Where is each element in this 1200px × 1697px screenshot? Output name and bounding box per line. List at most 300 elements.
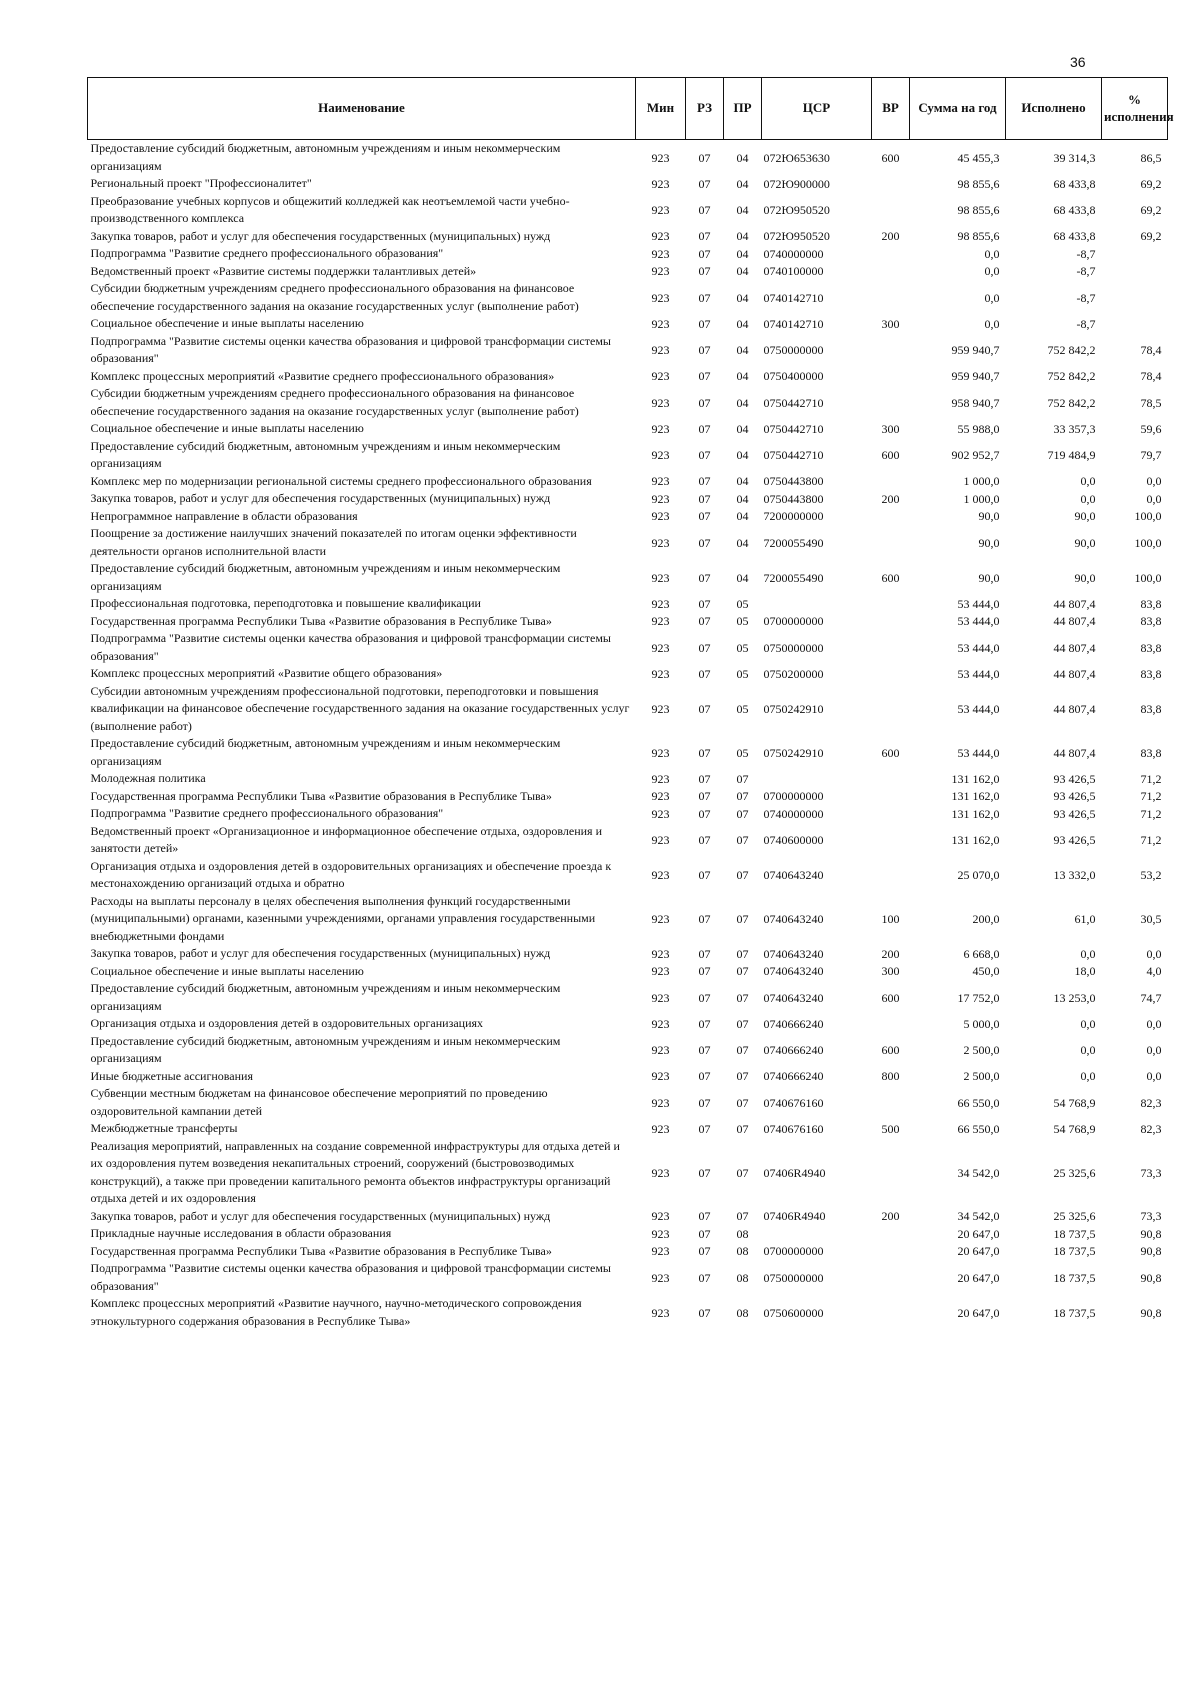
cell-rz: 07: [698, 203, 711, 217]
table-row: [88, 1033, 1168, 1068]
cell-vr: [872, 1225, 910, 1243]
cell-name: Закупка товаров, работ и услуг для обеспечения государственных (муниципальных) нужд: [90, 946, 551, 960]
cell-pr: 04: [736, 491, 749, 506]
cell-done: 0,0: [1080, 491, 1096, 506]
table-row: [88, 473, 1168, 491]
cell-sum: 20 647,0: [957, 1270, 1000, 1285]
cell-csr: [762, 1225, 872, 1243]
cell-done: 752 842,2: [1047, 369, 1096, 384]
cell-done: 44 807,4: [1053, 640, 1096, 655]
cell-pct: 100,0: [1134, 535, 1162, 550]
cell-pct: 0,0: [1146, 1069, 1162, 1084]
cell-done: 44 807,4: [1053, 745, 1096, 760]
cell-done: 25 325,6: [1053, 1165, 1096, 1180]
cell-csr: 0740643240: [763, 964, 824, 979]
cell-pr: 04: [736, 509, 749, 524]
cell-name: Межбюджетные трансферты: [90, 1121, 238, 1135]
cell-done: -8,7: [1076, 246, 1096, 261]
cell-min: 923: [651, 535, 670, 550]
cell-name: Региональный проект "Профессионалитет": [90, 176, 312, 190]
table-row: [88, 525, 1168, 560]
cell-vr: [872, 1260, 910, 1295]
cell-sum: 90,0: [978, 509, 1000, 524]
cell-pr: 08: [736, 1305, 749, 1320]
cell-name: Ведомственный проект «Развитие системы поддержки талантливых детей»: [90, 263, 477, 278]
cell-vr: 800: [881, 1069, 900, 1084]
cell-rz: 07: [698, 911, 711, 926]
cell-rz: 07: [698, 246, 711, 261]
cell-sum: 90,0: [978, 570, 1000, 585]
cell-name: Поощрение за достижение наилучших значений показателей по итогам оценки эффективности деятельности органов исполнительной власти: [90, 526, 577, 558]
cell-pct: 90,8: [1140, 1244, 1162, 1259]
page-number: 36: [1070, 54, 1086, 70]
cell-csr: 0750200000: [763, 666, 824, 681]
cell-done: 54 768,9: [1053, 1121, 1096, 1136]
cell-pct: 82,3: [1140, 1095, 1162, 1110]
cell-pct: 78,5: [1140, 395, 1162, 410]
cell-min: 923: [651, 246, 670, 261]
cell-pct: 0,0: [1146, 474, 1162, 489]
cell-name: Преобразование учебных корпусов и общежитий колледжей как неотъемлемой части учебно-производственного комплекса: [90, 193, 570, 225]
cell-done: 90,0: [1074, 535, 1096, 550]
cell-done: 25 325,6: [1053, 1209, 1096, 1224]
cell-name: Предоставление субсидий бюджетным, автономным учреждениям и иным некоммерческим организациям: [90, 561, 561, 593]
cell-done: 68 433,8: [1053, 203, 1096, 217]
cell-sum: 0,0: [984, 264, 1000, 279]
cell-csr: 0740643240: [763, 868, 824, 882]
cell-done: 93 426,5: [1053, 771, 1096, 786]
cell-csr: 7200055490: [763, 570, 824, 585]
cell-pr: 04: [736, 229, 749, 244]
cell-sum: 958 940,7: [951, 395, 1000, 410]
cell-sum: 131 162,0: [951, 806, 1000, 821]
cell-vr: 200: [881, 229, 900, 244]
cell-pr: 04: [736, 369, 749, 384]
cell-pr: 04: [736, 290, 749, 305]
cell-min: 923: [651, 964, 670, 979]
table-row: [88, 1120, 1168, 1138]
cell-min: 923: [651, 229, 670, 244]
cell-csr: 0740676160: [763, 1095, 824, 1110]
cell-pr: 07: [736, 964, 749, 979]
cell-min: 923: [651, 806, 670, 821]
cell-rz: 07: [698, 316, 711, 331]
cell-csr: 0740600000: [763, 833, 824, 847]
cell-pr: 07: [736, 1121, 749, 1136]
cell-sum: 1 000,0: [963, 491, 1000, 506]
cell-sum: 131 162,0: [951, 771, 1000, 786]
cell-rz: 07: [698, 1244, 711, 1259]
cell-csr: 7200055490: [763, 535, 824, 550]
cell-sum: 450,0: [972, 964, 1000, 979]
table-row: [88, 770, 1168, 788]
table-row: [88, 945, 1168, 963]
cell-csr: 0750442710: [763, 421, 824, 436]
column-header-csr: ЦСР: [762, 78, 872, 140]
cell-done: 44 807,4: [1053, 666, 1096, 681]
cell-pr: 08: [736, 1270, 749, 1285]
cell-rz: 07: [698, 666, 711, 681]
cell-vr: [872, 525, 910, 560]
cell-name: Государственная программа Республики Тыва «Развитие образования в Республике Тыва»: [90, 788, 552, 803]
cell-rz: 07: [698, 570, 711, 585]
cell-sum: 131 162,0: [951, 789, 1000, 804]
cell-vr: 600: [881, 745, 900, 760]
cell-min: 923: [651, 911, 670, 926]
table-row: [88, 385, 1168, 420]
cell-pct: 4,0: [1146, 964, 1162, 979]
cell-done: 33 357,3: [1053, 421, 1096, 436]
cell-pct: 100,0: [1134, 509, 1162, 524]
cell-done: 93 426,5: [1053, 806, 1096, 821]
cell-sum: 53 444,0: [957, 640, 1000, 655]
cell-rz: 07: [698, 1209, 711, 1224]
cell-pr: 07: [736, 946, 749, 961]
cell-name: Предоставление субсидий бюджетным, автономным учреждениям и иным некоммерческим организациям: [90, 981, 561, 1013]
cell-rz: 07: [698, 395, 711, 410]
cell-min: 923: [651, 369, 670, 384]
cell-name: Подпрограмма "Развитие системы оценки качества образования и цифровой трансформации системы образования": [90, 333, 611, 365]
cell-done: 719 484,9: [1047, 448, 1096, 462]
cell-done: 93 426,5: [1053, 789, 1096, 804]
cell-pct: 0,0: [1146, 491, 1162, 506]
cell-min: 923: [651, 1209, 670, 1224]
cell-csr: 0750442710: [763, 395, 824, 410]
cell-pct: 71,2: [1140, 771, 1162, 786]
cell-rz: 07: [698, 448, 711, 462]
table-row: [88, 140, 1168, 176]
cell-pr: 08: [736, 1226, 749, 1241]
cell-min: 923: [651, 176, 670, 191]
cell-min: 923: [651, 1244, 670, 1259]
table-row: [88, 438, 1168, 473]
table-row: [88, 630, 1168, 665]
cell-pr: 04: [736, 150, 749, 165]
table-header: [88, 78, 1174, 140]
cell-vr: [872, 823, 910, 858]
cell-pct: 0,0: [1146, 1043, 1162, 1057]
cell-csr: 0750443800: [763, 474, 824, 489]
cell-min: 923: [651, 614, 670, 629]
cell-vr: [872, 473, 910, 491]
cell-done: 90,0: [1074, 570, 1096, 585]
cell-done: 68 433,8: [1053, 229, 1096, 244]
cell-name: Закупка товаров, работ и услуг для обеспечения государственных (муниципальных) нужд: [90, 1208, 551, 1223]
cell-pr: 07: [736, 1069, 749, 1084]
cell-pr: 04: [736, 176, 749, 191]
cell-min: 923: [651, 990, 670, 1005]
cell-pct: 83,8: [1140, 666, 1162, 681]
table-row: [88, 1260, 1168, 1295]
cell-name: Предоставление субсидий бюджетным, автономным учреждениям и иным некоммерческим организациям: [90, 736, 561, 768]
cell-sum: 55 988,0: [957, 421, 1000, 436]
cell-min: 923: [651, 833, 670, 847]
cell-pr: 05: [736, 701, 749, 716]
cell-done: 93 426,5: [1053, 833, 1096, 847]
cell-sum: 959 940,7: [951, 343, 1000, 357]
cell-sum: 53 444,0: [957, 596, 1000, 611]
cell-min: 923: [651, 203, 670, 217]
cell-csr: 0740000000: [763, 806, 824, 821]
cell-sum: 0,0: [984, 290, 1000, 305]
cell-min: 923: [651, 448, 670, 462]
cell-sum: 53 444,0: [957, 701, 1000, 716]
cell-vr: [872, 245, 910, 263]
cell-min: 923: [651, 474, 670, 489]
budget-execution-table: [87, 77, 1174, 1330]
cell-name: Предоставление субсидий бюджетным, автономным учреждениям и иным некоммерческим организациям: [90, 141, 561, 173]
cell-min: 923: [651, 1270, 670, 1285]
cell-name: Закупка товаров, работ и услуг для обеспечения государственных (муниципальных) нужд: [90, 491, 551, 505]
cell-vr: [872, 508, 910, 526]
cell-pct: 83,8: [1140, 701, 1162, 716]
cell-pr: 07: [736, 789, 749, 804]
cell-pr: 04: [736, 246, 749, 261]
cell-sum: 131 162,0: [951, 833, 1000, 847]
table-row: [88, 245, 1168, 263]
cell-pr: 04: [736, 448, 749, 462]
cell-done: 0,0: [1080, 1069, 1096, 1084]
cell-rz: 07: [698, 1016, 711, 1031]
table-row: [88, 823, 1168, 858]
cell-vr: [872, 1243, 910, 1261]
cell-min: 923: [651, 1165, 670, 1180]
cell-vr: [872, 683, 910, 736]
cell-min: 923: [651, 771, 670, 786]
cell-csr: 0740643240: [763, 911, 824, 926]
cell-csr: 07406R4940: [763, 1209, 826, 1224]
cell-name: Комплекс процессных мероприятий «Развитие научного, научно-методического сопровождения этнокультурного содержания образования в Республике Тыва»: [90, 1296, 582, 1328]
cell-vr: [872, 788, 910, 806]
cell-csr: 0750242910: [763, 701, 824, 716]
cell-min: 923: [651, 491, 670, 506]
cell-pct: 69,2: [1140, 229, 1162, 244]
cell-name: Субсидии автономным учреждениям профессиональной подготовки, переподготовки и повышения квалификации на финансовое обеспечение государственного задания на оказание государственных услуг (выполнение работ): [90, 683, 630, 733]
cell-vr: 200: [881, 491, 900, 506]
cell-name: Комплекс процессных мероприятий «Развитие общего образования»: [90, 666, 443, 680]
cell-min: 923: [651, 509, 670, 524]
cell-sum: 20 647,0: [957, 1244, 1000, 1259]
cell-rz: 07: [698, 1270, 711, 1285]
cell-vr: 600: [881, 448, 900, 462]
cell-pct: 74,7: [1140, 990, 1162, 1005]
cell-done: -8,7: [1076, 316, 1096, 331]
cell-vr: 100: [881, 911, 900, 926]
cell-done: 18,0: [1074, 964, 1096, 979]
cell-vr: [872, 595, 910, 613]
cell-rz: 07: [698, 491, 711, 506]
cell-vr: [872, 665, 910, 683]
table-row: [88, 490, 1168, 508]
cell-name: Комплекс процессных мероприятий «Развитие среднего профессионального образования»: [90, 368, 555, 383]
cell-sum: 98 855,6: [957, 229, 1000, 244]
cell-min: 923: [651, 745, 670, 760]
cell-min: 923: [651, 290, 670, 305]
table-body: [88, 140, 1168, 1331]
table-row: [88, 368, 1168, 386]
cell-min: 923: [651, 666, 670, 681]
cell-vr: [872, 333, 910, 368]
cell-pct: 83,8: [1140, 596, 1162, 611]
cell-csr: 0740666240: [763, 1069, 824, 1084]
cell-min: 923: [651, 640, 670, 655]
column-header-sum: Сумма на год: [910, 78, 1006, 140]
table-row: [88, 333, 1168, 368]
cell-pct: 100,0: [1134, 570, 1162, 585]
cell-vr: [872, 805, 910, 823]
cell-vr: [872, 175, 910, 193]
cell-pr: 04: [736, 264, 749, 279]
cell-rz: 07: [698, 964, 711, 979]
cell-min: 923: [651, 264, 670, 279]
cell-csr: 0750442710: [763, 448, 824, 462]
cell-done: 18 737,5: [1053, 1226, 1096, 1241]
table-row: [88, 683, 1168, 736]
cell-pct: 82,3: [1140, 1121, 1162, 1136]
cell-rz: 07: [698, 369, 711, 384]
cell-pr: 07: [736, 911, 749, 926]
cell-sum: 20 647,0: [957, 1226, 1000, 1241]
cell-pct: 90,8: [1140, 1270, 1162, 1285]
cell-name: Организация отдыха и оздоровления детей в оздоровительных организациях и обеспечение проезда к местонахождению организаций отдыха и обратно: [90, 858, 612, 890]
cell-csr: 0750242910: [763, 745, 824, 760]
cell-sum: 53 444,0: [957, 745, 1000, 760]
table-row: [88, 980, 1168, 1015]
cell-rz: 07: [698, 640, 711, 655]
cell-min: 923: [651, 1043, 670, 1057]
cell-pr: 07: [736, 806, 749, 821]
cell-name: Непрограммное направление в области образования: [90, 508, 358, 523]
cell-min: 923: [651, 1305, 670, 1320]
cell-rz: 07: [698, 1069, 711, 1084]
table-row: [88, 1208, 1168, 1226]
cell-min: 923: [651, 789, 670, 804]
cell-pct: 86,5: [1140, 150, 1162, 165]
cell-pr: 04: [736, 535, 749, 550]
cell-rz: 07: [698, 946, 711, 961]
table-row: [88, 1068, 1168, 1086]
cell-name: Иные бюджетные ассигнования: [90, 1068, 253, 1083]
cell-csr: 0740142710: [763, 316, 824, 331]
table-row: [88, 735, 1168, 770]
cell-rz: 07: [698, 868, 711, 882]
table-row: [88, 508, 1168, 526]
cell-name: Организация отдыха и оздоровления детей в оздоровительных организациях: [90, 1016, 484, 1030]
cell-csr: 072Ю653630: [763, 150, 830, 165]
cell-pct: 69,2: [1140, 176, 1162, 191]
cell-rz: 07: [698, 150, 711, 165]
cell-done: 18 737,5: [1053, 1305, 1096, 1320]
cell-done: 18 737,5: [1053, 1244, 1096, 1259]
cell-sum: 53 444,0: [957, 666, 1000, 681]
table-row: [88, 893, 1168, 946]
cell-name: Государственная программа Республики Тыва «Развитие образования в Республике Тыва»: [90, 613, 552, 628]
cell-rz: 07: [698, 614, 711, 629]
table-row: [88, 193, 1168, 228]
cell-sum: 34 542,0: [957, 1165, 1000, 1180]
cell-csr: 0750600000: [763, 1305, 824, 1320]
cell-rz: 07: [698, 833, 711, 847]
cell-pct: 83,8: [1140, 745, 1162, 760]
cell-pr: 04: [736, 316, 749, 331]
cell-sum: 0,0: [984, 246, 1000, 261]
cell-pct: 30,5: [1140, 911, 1162, 926]
cell-name: Предоставление субсидий бюджетным, автономным учреждениям и иным некоммерческим организациям: [90, 438, 561, 470]
cell-csr: 0740676160: [763, 1121, 824, 1136]
cell-pr: 07: [736, 1209, 749, 1224]
cell-done: 61,0: [1074, 911, 1096, 926]
cell-name: Социальное обеспечение и иные выплаты населению: [90, 316, 364, 330]
cell-name: Молодежная политика: [90, 771, 206, 785]
cell-min: 923: [651, 395, 670, 410]
cell-done: 18 737,5: [1053, 1270, 1096, 1285]
cell-done: 13 332,0: [1053, 868, 1096, 882]
cell-pr: 05: [736, 640, 749, 655]
cell-pct: 73,3: [1140, 1209, 1162, 1224]
cell-vr: [872, 1295, 910, 1330]
table-row: [88, 963, 1168, 981]
cell-csr: 0750000000: [763, 1270, 824, 1285]
cell-vr: 600: [881, 990, 900, 1005]
cell-csr: [762, 595, 872, 613]
cell-pr: 04: [736, 570, 749, 585]
cell-min: 923: [651, 316, 670, 331]
cell-done: 0,0: [1080, 474, 1096, 489]
cell-done: -8,7: [1076, 264, 1096, 279]
cell-rz: 07: [698, 1305, 711, 1320]
table-row: [88, 263, 1168, 281]
cell-sum: 66 550,0: [957, 1121, 1000, 1136]
cell-done: 13 253,0: [1053, 990, 1096, 1005]
cell-min: 923: [651, 868, 670, 882]
table-row: [88, 805, 1168, 823]
cell-vr: [872, 858, 910, 893]
cell-name: Реализация мероприятий, направленных на создание современной инфраструктуры для отдыха детей и их оздоровления путем возведения некапитальных строений, сооружений (быстровозводимых конструкций), а также при проведении капитального ремонта объектов инфраструктуры организаций отдыха детей и их оздоровления: [90, 1138, 620, 1205]
cell-csr: [762, 770, 872, 788]
cell-vr: [872, 770, 910, 788]
cell-vr: [872, 1138, 910, 1208]
cell-vr: [872, 193, 910, 228]
cell-csr: 072Ю900000: [763, 176, 830, 191]
cell-pct: 69,2: [1140, 203, 1162, 217]
table-row: [88, 858, 1168, 893]
cell-pct: [1102, 280, 1168, 315]
cell-name: Подпрограмма "Развитие системы оценки качества образования и цифровой трансформации системы образования": [90, 1261, 611, 1293]
cell-csr: 072Ю950520: [763, 203, 830, 217]
cell-sum: 2 500,0: [963, 1069, 1000, 1084]
cell-sum: 66 550,0: [957, 1095, 1000, 1110]
cell-pr: 07: [736, 1165, 749, 1180]
table-row: [88, 595, 1168, 613]
cell-rz: 07: [698, 474, 711, 489]
cell-sum: 6 668,0: [963, 946, 1000, 961]
cell-sum: 98 855,6: [957, 176, 1000, 191]
cell-name: Субвенции местным бюджетам на финансовое обеспечение мероприятий по проведению оздоровительной кампании детей: [90, 1086, 548, 1118]
cell-rz: 07: [698, 509, 711, 524]
column-header-pct: % исполнения: [1102, 78, 1168, 140]
cell-name: Подпрограмма "Развитие среднего профессионального образования": [90, 806, 444, 820]
cell-vr: 600: [881, 1043, 900, 1057]
table-row: [88, 228, 1168, 246]
table-row: [88, 1085, 1168, 1120]
cell-csr: 7200000000: [763, 509, 824, 524]
cell-done: -8,7: [1076, 290, 1096, 305]
cell-min: 923: [651, 343, 670, 357]
cell-name: Социальное обеспечение и иные выплаты населению: [90, 421, 364, 435]
cell-pct: 59,6: [1140, 421, 1162, 436]
cell-done: 68 433,8: [1053, 176, 1096, 191]
cell-csr: 0700000000: [763, 789, 824, 804]
